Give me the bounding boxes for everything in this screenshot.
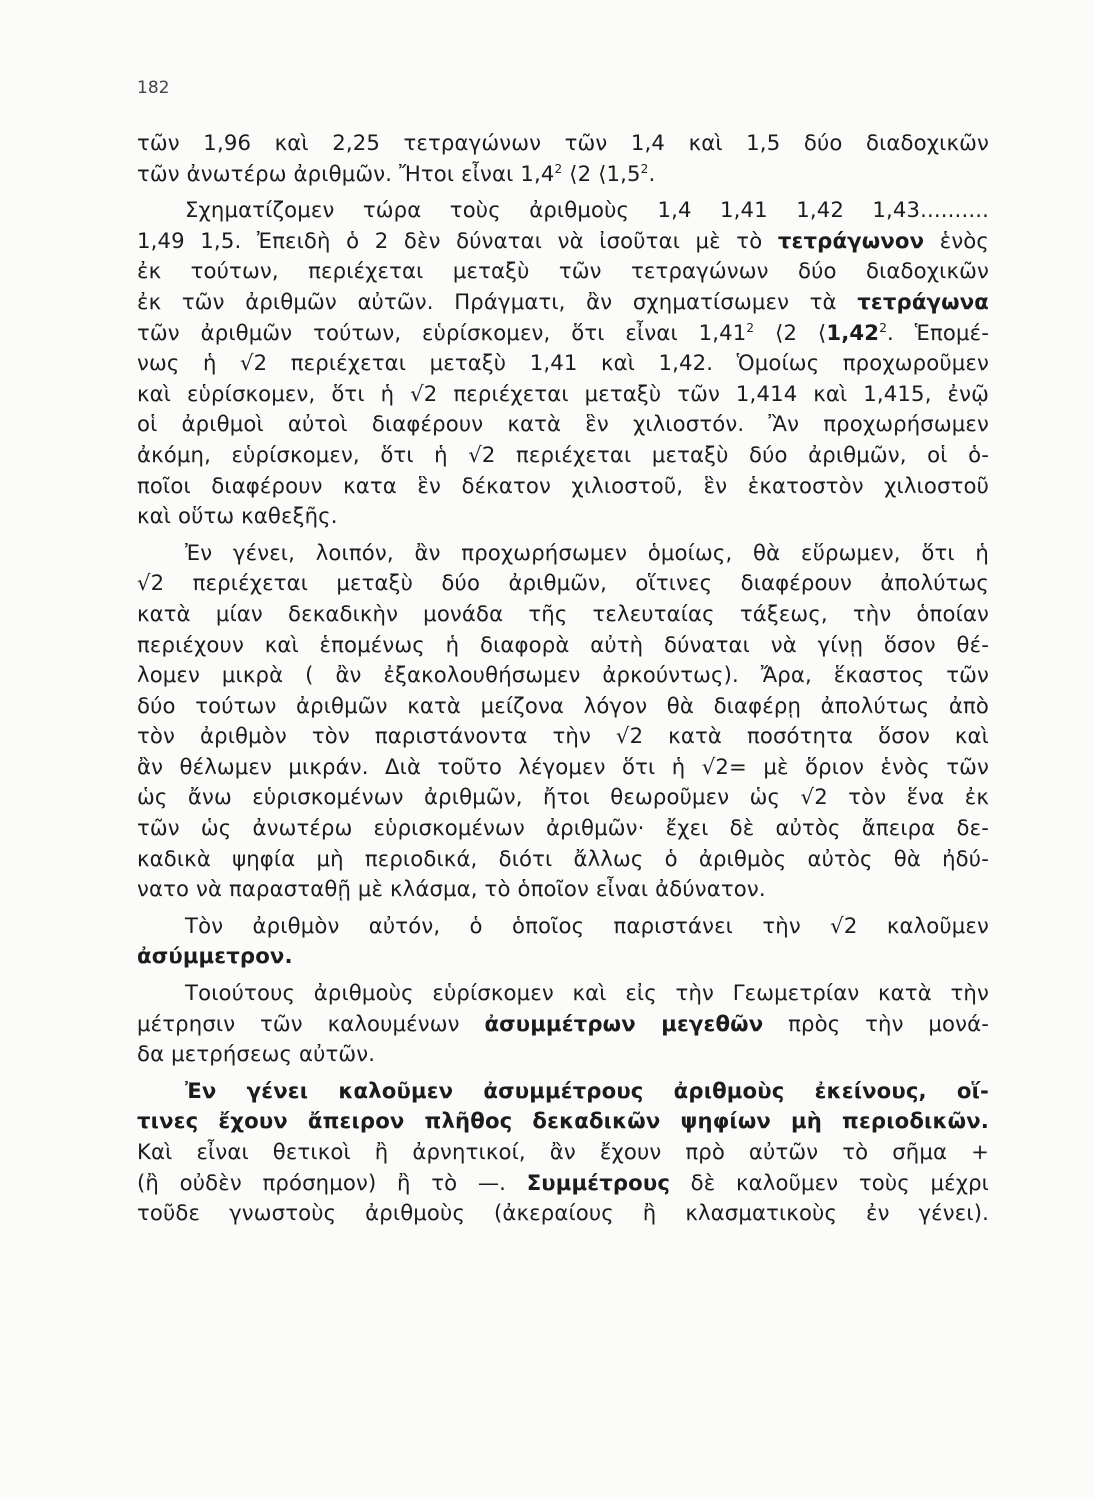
text-line: [137, 159, 989, 190]
text-line: [137, 1198, 989, 1229]
text-segment: τῶν ἀνωτέρω ἀριθμῶν. Ἤτοι εἶναι 1,4: [137, 160, 555, 186]
text-line: [137, 813, 989, 844]
text-segment: ὡς ἄνω εὑρισκομένων ἀριθμῶν, ἤτοι θεωροῦμεν ὡς √2 τὸν ἕνα ἐκ: [137, 784, 989, 810]
text-segment: καὶ εὑρίσκομεν, ὅτι ἡ √2 περιέχεται μεταξὺ τῶν 1,414 καὶ 1,415, ἐνῷ: [137, 380, 989, 406]
text-line: [137, 195, 989, 226]
text-segment: (ἢ οὐδὲν πρόσημον) ἢ τὸ —.: [137, 1169, 527, 1195]
text-segment: καδικὰ ψηφία μὴ περιοδικά, διότι ἄλλως ὁ ἀριθμὸς αὐτὸς θὰ ἠδύ-: [137, 845, 989, 871]
text-segment: ἑνὸς: [924, 227, 990, 253]
text-line: [137, 1039, 989, 1070]
text-segment: √2 περιέχεται μεταξὺ δύο ἀριθμῶν, οἵτινες διαφέρουν ἀπολύτως: [137, 570, 989, 596]
text-line: [137, 501, 989, 532]
text-line: [137, 318, 989, 349]
text-segment: . Ἑπομέ-: [887, 319, 989, 345]
text-segment: τοῦδε γνωστοὺς ἀριθμοὺς (ἀκεραίους ἢ κλασματικοὺς ἐν γένει).: [137, 1200, 989, 1226]
bold-text: τετράγωνον: [777, 227, 925, 253]
text-line: [137, 874, 989, 905]
text-line: [137, 538, 989, 569]
text-segment: τῶν 1,96 καὶ 2,25 τετραγώνων τῶν 1,4 καὶ 1,5 δύο διαδοχικῶν: [137, 130, 989, 155]
bold-text: Συμμέτρους: [526, 1169, 671, 1195]
text-segment: Τὸν ἀριθμὸν αὐτόν, ὁ ὁποῖος παριστάνει τὴν √2 καλοῦμεν: [185, 912, 989, 938]
text-segment: νατο νὰ παρασταθῇ μὲ κλάσμα, τὸ ὁποῖον εἶναι ἀδύνατον.: [137, 876, 766, 902]
text-segment: οἱ ἀριθμοὶ αὐτοὶ διαφέρουν κατὰ ἓν χιλιοστόν. Ἂν προχωρήσωμεν: [137, 411, 989, 437]
text-line: [137, 911, 989, 942]
text-line: [137, 844, 989, 875]
superscript: 2: [746, 320, 755, 335]
text-line: [137, 226, 989, 257]
text-segment: νως ἡ √2 περιέχεται μεταξὺ 1,41 καὶ 1,42. Ὁμοίως προχωροῦμεν: [137, 350, 989, 376]
text-segment: λομεν μικρὰ ( ἂν ἐξακολουθήσωμεν ἀρκούντως). Ἄρα, ἕκαστος τῶν: [137, 662, 989, 688]
bold-text: ἀσυμμέτρων μεγεθῶν: [484, 1010, 764, 1036]
text-line: [137, 287, 989, 318]
text-segment: Τοιούτους ἀριθμοὺς εὑρίσκομεν καὶ εἰς τὴν Γεωμετρίαν κατὰ τὴν: [185, 980, 989, 1006]
text-segment: περιέχουν καὶ ἑπομένως ἡ διαφορὰ αὐτὴ δύναται νὰ γίνῃ ὅσον θέ-: [137, 631, 989, 657]
text-line: [137, 782, 989, 813]
text-segment: τὸν ἀριθμὸν τὸν παριστάνοντα τὴν √2 κατὰ ποσότητα ὅσον καὶ: [137, 723, 989, 749]
text-line: [137, 1137, 989, 1168]
text-line: [137, 660, 989, 691]
text-segment: καὶ οὕτω καθεξῆς.: [137, 503, 338, 529]
text-line: [137, 409, 989, 440]
text-line: [137, 348, 989, 379]
text-segment: Καὶ εἶναι θετικοὶ ἢ ἀρνητικοί, ἂν ἔχουν πρὸ αὐτῶν τὸ σῆμα +: [137, 1139, 989, 1164]
text-segment: Ἐν γένει, λοιπόν, ἂν προχωρήσωμεν ὁμοίως, θὰ εὕρωμεν, ὅτι ἡ: [185, 539, 989, 565]
text-line: [137, 1009, 989, 1040]
bold-text: Ἐν γένει καλοῦμεν ἀσυμμέτρους ἀριθμοὺς ἐκείνους, οἵ-: [185, 1077, 989, 1103]
text-line: [137, 752, 989, 783]
text-line: [137, 568, 989, 599]
page-number: 182: [137, 78, 170, 98]
text-line: [137, 1168, 989, 1199]
text-line: [137, 630, 989, 661]
text-segment: δύο τούτων ἀριθμῶν κατὰ μείζονα λόγον θὰ διαφέρῃ ἀπολύτως ἀπὸ: [137, 692, 989, 718]
text-segment: 1,49 1,5. Ἐπειδὴ ὁ 2 δὲν δύναται νὰ ἰσοῦται μὲ τὸ: [137, 227, 778, 253]
text-line: [137, 256, 989, 287]
bold-text: τετράγωνα: [857, 288, 989, 314]
text-segment: ἀκόμη, εὑρίσκομεν, ὅτι ἡ √2 περιέχεται μεταξὺ δύο ἀριθμῶν, οἱ ὁ-: [137, 441, 989, 467]
text-segment: ⟨2 ⟨: [754, 319, 827, 345]
text-line: [137, 691, 989, 722]
text-segment: .: [648, 160, 656, 186]
superscript: 2: [879, 320, 888, 335]
text-line: [137, 128, 989, 159]
text-line: [137, 471, 989, 502]
text-segment: τῶν ἀριθμῶν τούτων, εὑρίσκομεν, ὅτι εἶναι 1,41: [137, 319, 747, 345]
text-segment: τῶν ὡς ἀνωτέρω εὑρισκομένων ἀριθμῶν· ἔχει δὲ αὐτὸς ἄπειρα δε-: [137, 815, 989, 841]
text-segment: κατὰ μίαν δεκαδικὴν μονάδα τῆς τελευταίας τάξεως, τὴν ὁποίαν: [137, 600, 989, 626]
bold-text: τινες ἔχουν ἄπειρον πλῆθος δεκαδικῶν ψηφίων μὴ περιοδικῶν.: [137, 1108, 989, 1134]
superscript: 2: [640, 161, 649, 176]
text-line: [137, 1076, 989, 1107]
text-line: [137, 599, 989, 630]
bold-text: ἀσύμμετρον.: [137, 943, 293, 969]
text-line: [137, 1106, 989, 1137]
text-segment: πρὸς τὴν μονά-: [763, 1010, 990, 1036]
text-line: [137, 440, 989, 471]
superscript: 2: [554, 161, 563, 176]
text-segment: ⟨2 ⟨1,5: [562, 160, 641, 186]
text-segment: ἂν θέλωμεν μικράν. Διὰ τοῦτο λέγομεν ὅτι ἡ √2= μὲ ὅριον ἑνὸς τῶν: [137, 753, 989, 779]
text-line: [137, 721, 989, 752]
text-segment: ποῖοι διαφέρουν κατα ἓν δέκατον χιλιοστοῦ, ἓν ἑκατοστὸν χιλιοστοῦ: [137, 472, 989, 498]
text-segment: Σχηματίζομεν τώρα τοὺς ἀριθμοὺς 1,4 1,41 1,42 1,43..........: [185, 197, 989, 223]
text-segment: ἐκ τούτων, περιέχεται μεταξὺ τῶν τετραγώνων δύο διαδοχικῶν: [137, 258, 989, 284]
bold-text: 1,42: [826, 319, 880, 345]
text-segment: δα μετρήσεως αὐτῶν.: [137, 1041, 376, 1067]
text-line: [137, 941, 989, 972]
text-line: [137, 379, 989, 410]
text-segment: ἐκ τῶν ἀριθμῶν αὐτῶν. Πράγματι, ἂν σχηματίσωμεν τὰ: [137, 288, 858, 314]
page-body-text: [137, 128, 989, 1229]
text-line: [137, 978, 989, 1009]
text-segment: μέτρησιν τῶν καλουμένων: [137, 1010, 485, 1036]
text-segment: δὲ καλοῦμεν τοὺς μέχρι: [670, 1169, 989, 1195]
